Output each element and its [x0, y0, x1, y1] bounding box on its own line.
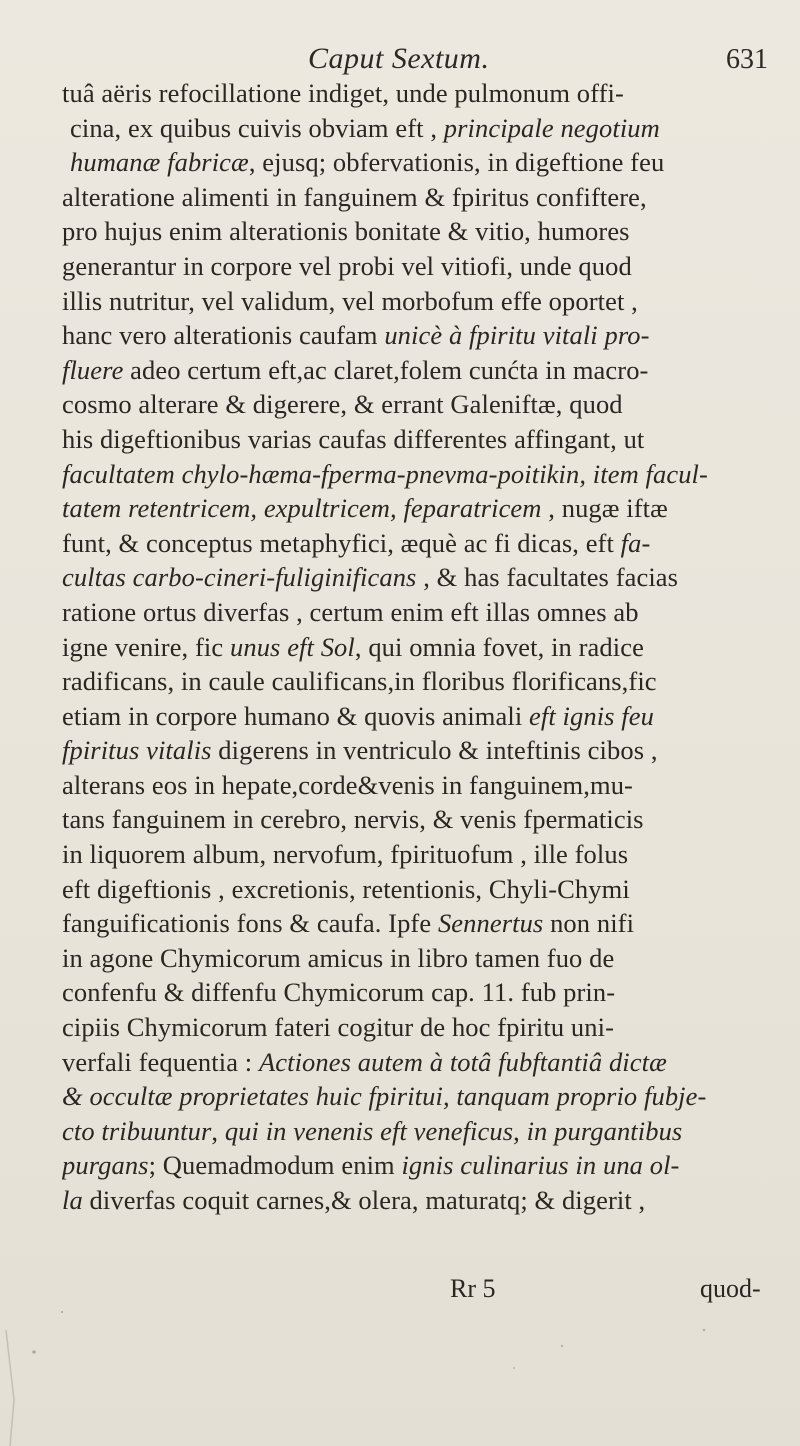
body-text [62, 76, 774, 1218]
italic-segment: unus eft Sol [230, 631, 355, 662]
text-line [62, 941, 774, 976]
text-segment: hanc vero alterationis caufam [62, 320, 385, 351]
text-line [62, 145, 774, 180]
text-segment: diverfas coquit carnes,& olera, maturatq; & digerit , [82, 1185, 646, 1215]
text-segment: , & has facultates facias [416, 562, 679, 593]
text-segment: , qui omnia fovet, in radice [354, 631, 644, 662]
text-line [62, 387, 774, 422]
text-segment: in liquorem album, nervofum, fpirituofum , ille folus [62, 839, 629, 870]
italic-segment: Actiones autem à totâ fubftantiâ dictæ [258, 1046, 667, 1077]
running-head: Caput Sextum. [308, 42, 490, 75]
text-line [62, 249, 774, 284]
text-line [62, 491, 774, 526]
text-segment: pro hujus enim alterationis bonitate & vitio, humores [62, 216, 630, 247]
text-segment: ; Quemadmodum enim [148, 1150, 402, 1181]
italic-segment: facultatem chylo-hæma-fperma-pnevma-poitikin, item facul- [62, 458, 708, 489]
text-segment: illis nutritur, vel validum, vel morbofum effe oportet , [62, 285, 638, 316]
text-segment: non nifi [543, 908, 635, 939]
text-line [62, 457, 774, 492]
text-segment: alterans eos in hepate,corde&venis in fanguinem,mu- [62, 769, 633, 800]
page-footer [0, 1274, 800, 1310]
text-segment: generantur in corpore vel probi vel vitiofi, unde quod [62, 250, 632, 281]
text-segment: cosmo alterare & digerere, & errant Galeniftæ, quod [62, 389, 623, 420]
text-segment: funt, & conceptus metaphyfici, æquè ac fi dicas, eft [62, 527, 621, 558]
text-segment: cina, ex quibus cuivis obviam eft , [70, 112, 444, 143]
italic-segment: eft ignis feu [529, 700, 654, 731]
text-segment: radificans, in caule caulificans,in floribus florificans,fic [62, 666, 657, 697]
text-line [62, 595, 774, 630]
text-line [62, 526, 774, 561]
text-line [62, 180, 774, 215]
text-line [62, 630, 774, 665]
text-segment: verfali fequentia : [62, 1046, 259, 1077]
text-line [62, 872, 774, 907]
text-segment: adeo certum eft,ac claret,folem cunćta in macro- [123, 354, 649, 385]
text-segment: tuâ aëris refocillatione indiget, unde pulmonum offi- [62, 78, 624, 108]
text-line [62, 214, 774, 249]
text-line [62, 1114, 774, 1149]
italic-segment: la [62, 1185, 83, 1215]
italic-segment: fpiritus vitalis [62, 735, 212, 766]
signature-mark: Rr 5 [450, 1274, 496, 1303]
text-segment: tans fanguinem in cerebro, nervis, & venis fpermaticis [62, 804, 644, 835]
text-segment: cipiis Chymicorum fateri cogitur de hoc fpiritu uni- [62, 1012, 614, 1043]
text-line [62, 1079, 774, 1114]
text-line [62, 837, 774, 872]
text-segment: confenfu & diffenfu Chymicorum cap. 11. fub prin- [62, 977, 616, 1008]
text-line [62, 422, 774, 457]
italic-segment: humanæ fabricæ [70, 147, 249, 178]
italic-segment: in purgantibus [526, 1115, 683, 1146]
text-segment: fanguificationis fons & caufa. Ipfe [62, 908, 438, 939]
text-line [62, 1010, 774, 1045]
text-line [62, 111, 774, 146]
italic-segment: Sennertus [437, 908, 544, 939]
italic-segment: fa- [620, 527, 651, 558]
text-line [62, 353, 774, 388]
text-segment: ratione ortus diverfas , certum enim eft illas omnes ab [62, 596, 639, 627]
text-line [62, 733, 774, 768]
italic-segment: & occultæ proprietates huic fpiritui, tanquam proprio fubje- [62, 1081, 707, 1112]
text-line [62, 802, 774, 837]
text-segment: digerens in ventriculo & inteftinis cibos , [211, 735, 658, 766]
text-line [62, 664, 774, 699]
text-segment: eft digeftionis , excretionis, retentionis, Chyli-Chymi [62, 873, 630, 904]
text-line [62, 1148, 774, 1183]
italic-segment: cultas carbo-cineri-fuliginificans [62, 562, 417, 593]
text-line [62, 76, 774, 111]
text-line [62, 284, 774, 319]
catchword: quod- [700, 1274, 761, 1303]
italic-segment: ignis culinarius in una ol- [401, 1150, 680, 1181]
text-line [62, 768, 774, 803]
text-line [62, 1045, 774, 1080]
text-line [62, 318, 774, 353]
text-segment: , ejusq; obfervationis, in digeftione feu [248, 147, 665, 178]
italic-segment: principale negotium [443, 112, 660, 143]
text-segment: igne venire, fic [62, 631, 230, 662]
text-segment: , nugæ iftæ [541, 493, 668, 524]
text-segment: etiam in corpore humano & quovis animali [62, 700, 530, 731]
text-line [62, 975, 774, 1010]
text-line [62, 699, 774, 734]
text-segment: his digeftionibus varias caufas differentes affingant, ut [62, 423, 645, 454]
text-line [62, 906, 774, 941]
text-segment: alteratione alimenti in fanguinem & fpiritus confiftere, [62, 181, 647, 212]
italic-segment: cto tribuuntur [62, 1115, 212, 1146]
page-number: 631 [726, 44, 768, 75]
page-header [0, 34, 800, 74]
text-segment: , [211, 1115, 225, 1146]
text-line [62, 560, 774, 595]
italic-segment: qui in venenis eft veneficus [224, 1115, 514, 1146]
text-segment: , [513, 1115, 527, 1146]
italic-segment: fluere [62, 354, 124, 385]
italic-segment: purgans [62, 1150, 149, 1181]
text-segment: in agone Chymicorum amicus in libro tamen fuo de [62, 942, 615, 973]
italic-segment: unicè à fpiritu vitali pro- [384, 320, 650, 351]
italic-segment: tatem retentricem, expultricem, feparatricem [62, 493, 542, 524]
text-line [62, 1183, 774, 1218]
